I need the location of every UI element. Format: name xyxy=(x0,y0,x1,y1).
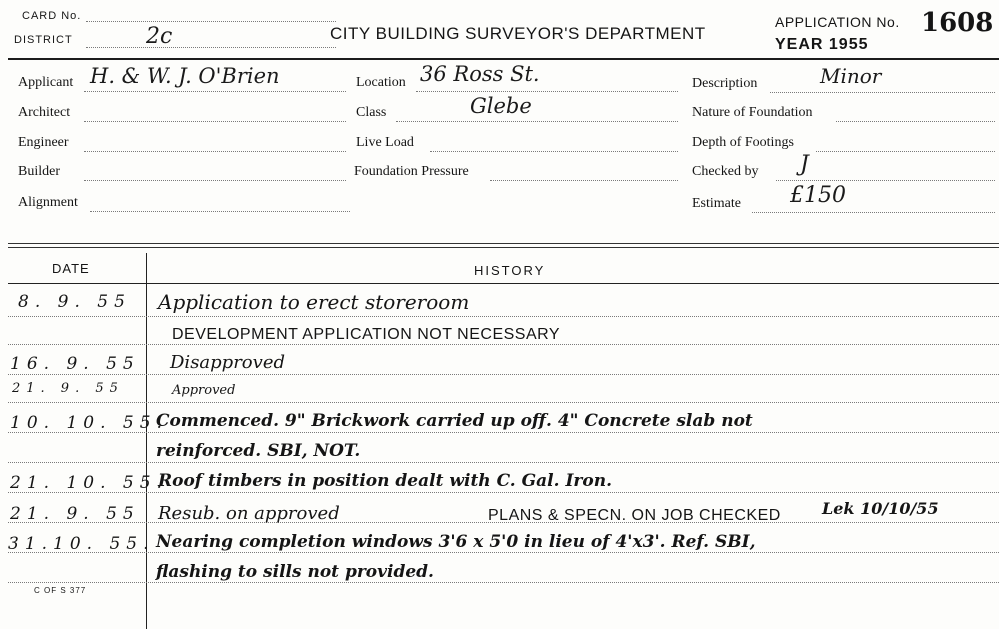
history-ruling xyxy=(8,402,999,403)
history-ruling xyxy=(8,552,999,553)
nature-of-foundation-label: Nature of Foundation xyxy=(692,105,813,120)
card-no-label: CARD No. xyxy=(22,10,82,22)
form-code: C OF S 377 xyxy=(34,586,87,595)
history-stamp: DEVELOPMENT APPLICATION NOT NECESSARY xyxy=(172,326,561,343)
history-entry: Disapproved xyxy=(170,352,285,373)
application-no: 1608 xyxy=(921,8,994,38)
checked-by-line xyxy=(776,180,995,181)
builder-label: Builder xyxy=(18,164,60,179)
history-ruling xyxy=(8,316,999,317)
alignment-label: Alignment xyxy=(18,195,78,210)
history-ruling xyxy=(8,462,999,463)
builder-line xyxy=(84,180,346,181)
date-column-header: DATE xyxy=(52,261,90,276)
history-date: 31.10. 55. xyxy=(8,534,155,554)
alignment-line xyxy=(90,211,350,212)
district-value: 2c xyxy=(146,24,173,49)
checked-by-label: Checked by xyxy=(692,164,759,179)
history-ruling xyxy=(8,374,999,375)
description-value: Minor xyxy=(820,64,882,88)
description-label: Description xyxy=(692,76,758,91)
fields-rule-1 xyxy=(8,243,999,244)
class-label: Class xyxy=(356,105,387,120)
applicant-label: Applicant xyxy=(18,75,74,90)
estimate-label: Estimate xyxy=(692,196,741,211)
date-column-divider xyxy=(146,253,147,629)
year-label: YEAR 1955 xyxy=(775,36,869,53)
class-line xyxy=(396,121,678,122)
applicant-value: H. & W. J. O'Brien xyxy=(90,64,280,88)
history-date: 10. 10. 55. xyxy=(10,413,168,433)
live-load-line xyxy=(430,151,678,152)
engineer-line xyxy=(84,151,346,152)
district-line xyxy=(86,47,336,48)
history-ruling xyxy=(8,582,999,583)
history-entry: Resub. on approved xyxy=(158,503,340,524)
live-load-label: Live Load xyxy=(356,135,414,150)
history-entry: Application to erect storeroom xyxy=(158,290,470,314)
foundation-pressure-label: Foundation Pressure xyxy=(354,164,469,179)
application-no-label: APPLICATION No. xyxy=(775,14,900,30)
history-date: 8. 9. 55 xyxy=(18,292,131,312)
class-value: Glebe xyxy=(470,94,532,118)
estimate-value: £150 xyxy=(790,183,846,208)
engineer-label: Engineer xyxy=(18,135,69,150)
history-date: 21. 10. 55. xyxy=(10,473,168,493)
history-entry: Approved xyxy=(172,383,236,398)
header-rule xyxy=(8,58,999,60)
history-entry: flashing to sills not provided. xyxy=(156,562,434,582)
foundation-pressure-line xyxy=(490,180,678,181)
history-entry: Commenced. 9" Brickwork carried up off. 4" Concrete slab not xyxy=(156,411,753,431)
architect-line xyxy=(84,121,346,122)
location-label: Location xyxy=(356,75,406,90)
history-entry: Roof timbers in position dealt with C. Gal. Iron. xyxy=(158,471,612,491)
location-value: 36 Ross St. xyxy=(420,62,540,86)
description-line xyxy=(770,92,995,93)
card-no-line xyxy=(86,21,336,22)
depth-line xyxy=(816,151,995,152)
history-stamp: PLANS & SPECN. ON JOB CHECKED xyxy=(488,507,781,524)
nature-line xyxy=(836,121,995,122)
history-ruling xyxy=(8,344,999,345)
architect-label: Architect xyxy=(18,105,71,120)
checked-by-value: J xyxy=(800,152,809,177)
depth-of-footings-label: Depth of Footings xyxy=(692,135,794,150)
history-entry: reinforced. SBI, NOT. xyxy=(156,441,361,461)
history-column-header: HISTORY xyxy=(474,263,546,278)
history-header-rule xyxy=(8,283,999,284)
history-initials: Lek 10/10/55 xyxy=(822,499,939,518)
department-title: CITY BUILDING SURVEYOR'S DEPARTMENT xyxy=(330,24,706,43)
history-entry: Nearing completion windows 3'6 x 5'0 in lieu of 4'x3'. Ref. SBI, xyxy=(156,532,756,552)
estimate-line xyxy=(752,212,995,213)
location-line xyxy=(416,91,678,92)
district-label: DISTRICT xyxy=(14,34,73,46)
history-date: 21. 9. 55 xyxy=(12,381,124,396)
history-date: 16. 9. 55 xyxy=(10,354,140,374)
history-date: 21. 9. 55 xyxy=(10,504,140,524)
applicant-line xyxy=(84,91,346,92)
fields-rule-2 xyxy=(8,247,999,248)
